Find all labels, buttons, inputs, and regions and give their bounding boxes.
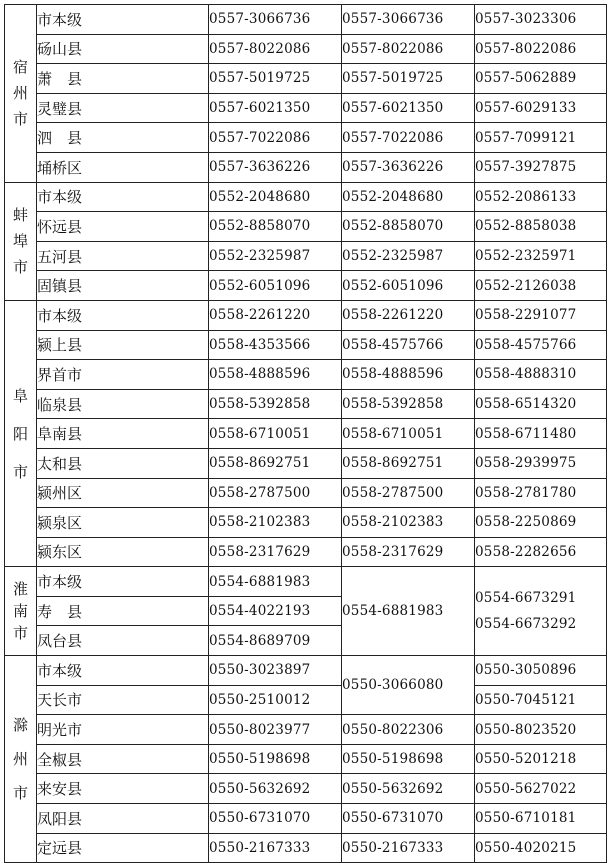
county-cell: 凤台县 (37, 626, 209, 656)
county-cell: 太和县 (37, 448, 209, 478)
city-char: 市 (12, 462, 28, 481)
county-cell: 颍泉区 (37, 508, 209, 538)
city-char: 滁 (12, 716, 28, 735)
phone-cell: 0558-6710051 (342, 419, 475, 449)
phone-cell: 0550-5627022 (475, 774, 607, 804)
phone-cell: 0552-2048680 (209, 182, 342, 212)
county-cell: 天长市 (37, 685, 209, 715)
city-char: 阜 (12, 386, 28, 405)
phone-cell: 0550-2167333 (342, 833, 475, 863)
county-cell: 埇桥区 (37, 152, 209, 182)
phone-cell: 0557-3023306 (475, 5, 607, 35)
county-cell: 市本级 (37, 656, 209, 686)
phone-cell: 0558-2317629 (342, 537, 475, 567)
table-row (5, 360, 607, 390)
phone-cell: 0558-4575766 (342, 330, 475, 360)
phone-cell: 0552-2086133 (475, 182, 607, 212)
county-cell: 市本级 (37, 182, 209, 212)
table-row (5, 93, 607, 123)
county-cell: 颍上县 (37, 330, 209, 360)
phone-cell: 0550-6731070 (209, 804, 342, 834)
phone-cell: 0552-2126038 (475, 271, 607, 301)
phone-cell: 0557-3636226 (342, 152, 475, 182)
phone-cell: 0558-8692751 (209, 448, 342, 478)
table-row (5, 212, 607, 242)
table-row (5, 774, 607, 804)
city-char: 州 (12, 84, 28, 103)
phone-cell: 0558-4888596 (342, 360, 475, 390)
county-cell: 固镇县 (37, 271, 209, 301)
table-row (5, 300, 607, 330)
table-row (5, 833, 607, 863)
table-row (5, 448, 607, 478)
phone-cell: 0557-7022086 (209, 123, 342, 153)
phone-cell: 0550-6731070 (342, 804, 475, 834)
phone-cell: 0557-8022086 (475, 34, 607, 64)
phone-cell: 0557-3066736 (209, 5, 342, 35)
phone-cell: 0550-5632692 (342, 774, 475, 804)
phone-cell: 0558-2282656 (475, 537, 607, 567)
table-row (5, 715, 607, 745)
city-char: 蚌 (12, 206, 28, 225)
table-row (5, 508, 607, 538)
phone-cell: 0550-6710181 (475, 804, 607, 834)
table-row (5, 64, 607, 94)
phone-cell: 0557-5019725 (342, 64, 475, 94)
phone-line: 0554-6673292 (475, 616, 577, 633)
phone-cell: 0552-6051096 (209, 271, 342, 301)
directory-body (5, 5, 607, 863)
phone-cell: 0558-2291077 (475, 300, 607, 330)
phone-cell: 0558-2102383 (342, 508, 475, 538)
phone-cell: 0557-3066736 (342, 5, 475, 35)
phone-cell: 0550-8023977 (209, 715, 342, 745)
county-cell: 市本级 (37, 5, 209, 35)
county-cell: 凤阳县 (37, 804, 209, 834)
county-cell: 泗 县 (37, 123, 209, 153)
table-row (5, 241, 607, 271)
table-row (5, 537, 607, 567)
county-cell: 五河县 (37, 241, 209, 271)
county-cell: 临泉县 (37, 389, 209, 419)
table-row (5, 478, 607, 508)
table-row (5, 656, 607, 686)
county-cell: 砀山县 (37, 34, 209, 64)
phone-cell: 0550-5198698 (342, 744, 475, 774)
phone-cell: 0550-8023520 (475, 715, 607, 745)
phone-cell: 0557-5062889 (475, 64, 607, 94)
county-cell: 颍州区 (37, 478, 209, 508)
city-name-cell (5, 300, 37, 566)
phone-cell: 0558-4575766 (475, 330, 607, 360)
phone-cell: 0552-6051096 (342, 271, 475, 301)
phone-cell: 0552-8858038 (475, 212, 607, 242)
phone-cell: 0557-6021350 (342, 93, 475, 123)
table-row (5, 330, 607, 360)
phone-line: 0554-6673291 (475, 590, 577, 607)
county-cell: 寿 县 (37, 596, 209, 626)
phone-cell: 0558-2261220 (342, 300, 475, 330)
table-row (5, 5, 607, 35)
phone-cell: 0558-2317629 (209, 537, 342, 567)
contact-directory-table (4, 4, 607, 863)
city-char: 市 (12, 624, 28, 643)
phone-cell: 0552-8858070 (209, 212, 342, 242)
phone-cell: 0558-4353566 (209, 330, 342, 360)
county-cell: 市本级 (37, 300, 209, 330)
county-cell: 全椒县 (37, 744, 209, 774)
phone-cell: 0550-5201218 (475, 744, 607, 774)
city-name-cell (5, 182, 37, 300)
phone-cell: 0557-6029133 (475, 93, 607, 123)
phone-cell: 0558-8692751 (342, 448, 475, 478)
table-row (5, 123, 607, 153)
phone-cell: 0558-5392858 (209, 389, 342, 419)
city-name-cell (5, 567, 37, 656)
phone-cell: 0558-2787500 (342, 478, 475, 508)
table-row (5, 34, 607, 64)
city-char: 埠 (12, 232, 28, 251)
phone-cell: 0557-5019725 (209, 64, 342, 94)
phone-cell: 0558-4888310 (475, 360, 607, 390)
table-row (5, 389, 607, 419)
phone-cell: 0557-7099121 (475, 123, 607, 153)
city-char: 市 (12, 258, 28, 277)
phone-cell: 0558-2787500 (209, 478, 342, 508)
phone-cell: 0557-7022086 (342, 123, 475, 153)
phone-cell: 0550-3050896 (475, 656, 607, 686)
phone-cell: 0557-8022086 (342, 34, 475, 64)
county-cell: 界首市 (37, 360, 209, 390)
phone-cell: 0552-2325987 (209, 241, 342, 271)
phone-cell: 0558-5392858 (342, 389, 475, 419)
phone-cell: 0552-8858070 (342, 212, 475, 242)
county-cell: 颍东区 (37, 537, 209, 567)
phone-cell: 0550-4020215 (475, 833, 607, 863)
county-cell: 阜南县 (37, 419, 209, 449)
phone-cell-merged: 0554-6881983 (342, 567, 475, 656)
phone-cell: 0558-4888596 (209, 360, 342, 390)
city-char: 淮 (12, 580, 28, 599)
table-row (5, 419, 607, 449)
phone-cell: 0558-2781780 (475, 478, 607, 508)
phone-cell-merged (475, 567, 607, 656)
table-row (5, 182, 607, 212)
phone-cell: 0558-6711480 (475, 419, 607, 449)
county-cell: 灵璧县 (37, 93, 209, 123)
phone-cell: 0552-2325971 (475, 241, 607, 271)
phone-cell: 0554-6881983 (209, 567, 342, 597)
phone-cell: 0552-2325987 (342, 241, 475, 271)
table-row (5, 152, 607, 182)
county-cell: 明光市 (37, 715, 209, 745)
table-row (5, 685, 607, 715)
phone-cell: 0554-8689709 (209, 626, 342, 656)
city-char: 南 (12, 602, 28, 621)
phone-cell: 0550-7045121 (475, 685, 607, 715)
phone-cell: 0552-2048680 (342, 182, 475, 212)
phone-cell: 0550-5198698 (209, 744, 342, 774)
city-name-cell (5, 5, 37, 183)
phone-cell: 0558-6514320 (475, 389, 607, 419)
county-cell: 定远县 (37, 833, 209, 863)
city-char: 市 (12, 784, 28, 803)
phone-cell: 0558-6710051 (209, 419, 342, 449)
phone-cell: 0557-3636226 (209, 152, 342, 182)
city-char: 阳 (12, 424, 28, 443)
phone-cell-merged: 0550-3066080 (342, 656, 475, 715)
city-char: 市 (12, 110, 28, 129)
phone-cell: 0550-2167333 (209, 833, 342, 863)
phone-cell: 0558-2250869 (475, 508, 607, 538)
city-char: 州 (12, 750, 28, 769)
table-row (5, 271, 607, 301)
table-row (5, 744, 607, 774)
phone-cell: 0557-3927875 (475, 152, 607, 182)
phone-cell: 0550-8022306 (342, 715, 475, 745)
phone-cell: 0550-5632692 (209, 774, 342, 804)
phone-cell: 0550-3023897 (209, 656, 342, 686)
table-row (5, 804, 607, 834)
phone-cell: 0557-8022086 (209, 34, 342, 64)
phone-cell: 0550-2510012 (209, 685, 342, 715)
phone-cell: 0554-4022193 (209, 596, 342, 626)
county-cell: 萧 县 (37, 64, 209, 94)
phone-cell: 0557-6021350 (209, 93, 342, 123)
phone-cell: 0558-2102383 (209, 508, 342, 538)
phone-cell: 0558-2939975 (475, 448, 607, 478)
phone-cell: 0558-2261220 (209, 300, 342, 330)
city-name-cell (5, 656, 37, 863)
county-cell: 怀远县 (37, 212, 209, 242)
table-row (5, 567, 607, 597)
city-char: 宿 (12, 58, 28, 77)
county-cell: 市本级 (37, 567, 209, 597)
county-cell: 来安县 (37, 774, 209, 804)
